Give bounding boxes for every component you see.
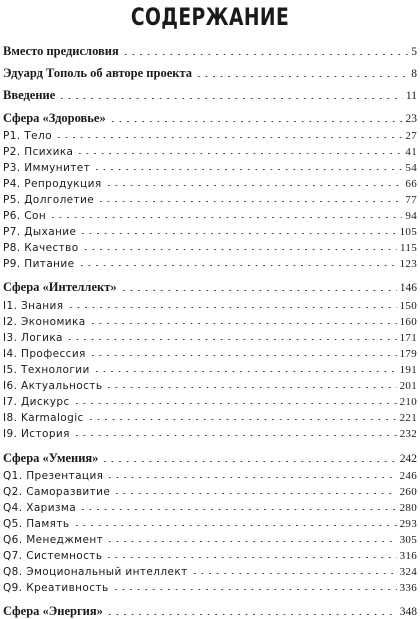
dot-leader <box>87 419 397 420</box>
toc-page-number: 150 <box>399 300 417 312</box>
toc-entry-title: I2. Экономика <box>3 316 86 328</box>
toc-entry <box>3 332 417 344</box>
toc-entry <box>3 380 417 392</box>
toc-page-number: 348 <box>399 606 417 618</box>
toc-entry <box>3 316 417 328</box>
toc-page-number: 246 <box>399 470 417 482</box>
toc-page-number: 23 <box>405 113 417 125</box>
toc-entry-title: I5. Технологии <box>3 364 90 376</box>
toc-page-number: 5 <box>411 46 417 58</box>
toc-page-number: 201 <box>399 380 417 392</box>
toc-page-number: 260 <box>399 486 417 498</box>
dot-leader <box>67 307 397 308</box>
toc-entry-title: Сфера «Интеллект» <box>3 280 117 294</box>
toc-page-number: 123 <box>399 258 417 270</box>
toc-entry-title: Q5. Память <box>3 518 70 530</box>
toc-entry <box>3 518 417 530</box>
toc-entry <box>3 502 417 514</box>
toc-entry-title: I3. Логика <box>3 332 63 344</box>
dot-leader <box>73 435 397 436</box>
toc-entry <box>3 210 417 222</box>
toc-entry <box>3 162 417 174</box>
toc-page-number: 115 <box>400 242 417 254</box>
toc-page-number: 146 <box>399 282 417 294</box>
toc-entry <box>3 486 417 498</box>
toc-page-number: 232 <box>399 428 417 440</box>
dot-leader <box>113 493 396 494</box>
toc-entry <box>3 428 417 440</box>
toc-section-entry <box>3 451 417 466</box>
toc-entry-title: Вместо предисловия <box>3 44 119 58</box>
toc-entry-title: P3. Иммунитет <box>3 162 91 174</box>
toc-entry <box>3 194 417 206</box>
dot-leader <box>106 541 396 542</box>
dot-leader <box>66 339 397 340</box>
toc-page-number: 221 <box>399 412 417 424</box>
toc-page-number: 336 <box>399 582 417 594</box>
toc-entry-title: I8. Karmalogic <box>3 412 84 424</box>
toc-entry-title: I1. Знания <box>3 300 64 312</box>
toc-entry-title: P1. Тело <box>3 130 52 142</box>
toc-entry <box>3 146 417 158</box>
toc-entry-title: P5. Долголетие <box>3 194 95 206</box>
dot-leader <box>191 573 397 574</box>
toc-entry-title: Сфера «Умения» <box>3 451 99 465</box>
toc-page-number: 191 <box>399 364 417 376</box>
toc-entry <box>3 348 417 360</box>
toc-section-entry <box>3 111 417 126</box>
dot-leader <box>101 461 396 462</box>
dot-leader <box>78 265 397 266</box>
toc-page-number: 324 <box>399 566 417 578</box>
toc-entry-title: Q8. Эмоциональный интеллект <box>3 566 188 578</box>
dot-leader <box>89 323 397 324</box>
toc-entry <box>3 566 417 578</box>
toc-entry-title: Q2. Саморазвитие <box>3 486 111 498</box>
toc-page-number: 171 <box>399 332 417 344</box>
toc-page-number: 41 <box>405 146 417 158</box>
toc-entry <box>3 412 417 424</box>
dot-leader <box>73 403 397 404</box>
toc-entry <box>3 396 417 408</box>
dot-leader <box>76 153 402 154</box>
toc-section-entry <box>3 44 417 59</box>
toc-entry-title: Q4. Харизма <box>3 502 77 514</box>
dot-leader <box>73 525 397 526</box>
toc-entry <box>3 242 417 254</box>
toc-entry <box>3 470 417 482</box>
dot-leader <box>106 477 396 478</box>
toc-entry-title: Q7. Системность <box>3 550 103 562</box>
dot-leader <box>120 290 397 291</box>
dot-leader <box>106 614 397 615</box>
toc-entry-title: Введение <box>3 88 56 102</box>
dot-leader <box>122 54 409 55</box>
toc-page-number: 54 <box>405 162 417 174</box>
dot-leader <box>105 185 403 186</box>
dot-leader <box>195 76 408 77</box>
toc-entry-title: Сфера «Здоровье» <box>3 111 106 125</box>
dot-leader <box>79 233 396 234</box>
toc-page-number: 11 <box>405 90 417 102</box>
toc-entry-title: I9. История <box>3 428 70 440</box>
toc-entry <box>3 582 417 594</box>
toc-section-entry <box>3 88 417 103</box>
toc-entry-title: Эдуард Тополь об авторе проекта <box>3 66 192 80</box>
toc-section-entry <box>3 604 417 619</box>
toc-entry <box>3 550 417 562</box>
dot-leader <box>49 217 402 218</box>
toc-entry-title: Q1. Презентация <box>3 470 104 482</box>
toc-page-number: 179 <box>399 348 417 360</box>
toc-page-number: 77 <box>405 194 417 206</box>
toc-entry-title: Q9. Креативность <box>3 582 109 594</box>
toc-page-number: 242 <box>399 453 417 465</box>
dot-leader <box>55 137 402 138</box>
toc-entry-title: I6. Актуальность <box>3 380 103 392</box>
dot-leader <box>93 169 402 170</box>
toc-page-number: 316 <box>399 550 417 562</box>
toc-page-number: 305 <box>399 534 417 546</box>
toc-entry <box>3 178 417 190</box>
toc-page-number: 66 <box>405 178 417 190</box>
toc-entry-title: P4. Репродукция <box>3 178 102 190</box>
toc-page-number: 27 <box>405 130 417 142</box>
toc-entry <box>3 258 417 270</box>
toc-entry-title: P9. Питание <box>3 258 75 270</box>
dot-leader <box>105 557 396 558</box>
dot-leader <box>105 387 396 388</box>
toc-page-number: 210 <box>399 396 417 408</box>
dot-leader <box>109 121 403 122</box>
toc-entry-title: Сфера «Энергия» <box>3 604 103 618</box>
toc-entry <box>3 300 417 312</box>
toc-entry <box>3 534 417 546</box>
dot-leader <box>89 355 397 356</box>
dot-leader <box>79 509 397 510</box>
dot-leader <box>82 249 397 250</box>
toc-section-entry <box>3 66 417 81</box>
page-title: СОДЕРЖАНИЕ <box>130 3 290 31</box>
toc-section-entry <box>3 280 417 295</box>
toc-entry-title: P2. Психика <box>3 146 74 158</box>
toc-page-number: 293 <box>399 518 417 530</box>
toc-entry <box>3 130 417 142</box>
toc-page-number: 160 <box>399 316 417 328</box>
toc-page-number: 105 <box>399 226 417 238</box>
toc-entry <box>3 364 417 376</box>
toc-entry-title: P8. Качество <box>3 242 79 254</box>
toc-entry-title: I7. Дискурс <box>3 396 70 408</box>
dot-leader <box>58 98 403 99</box>
toc-page-number: 280 <box>399 502 417 514</box>
toc-entry-title: Q6. Менеджмент <box>3 534 104 546</box>
dot-leader <box>97 201 402 202</box>
toc-entry-title: P6. Сон <box>3 210 47 222</box>
dot-leader <box>112 589 397 590</box>
toc-page-number: 8 <box>411 68 417 80</box>
toc-entry <box>3 226 417 238</box>
toc-entry-title: P7. Дыхание <box>3 226 77 238</box>
toc-entry-title: I4. Профессия <box>3 348 86 360</box>
toc-page-number: 94 <box>405 210 417 222</box>
dot-leader <box>93 371 397 372</box>
